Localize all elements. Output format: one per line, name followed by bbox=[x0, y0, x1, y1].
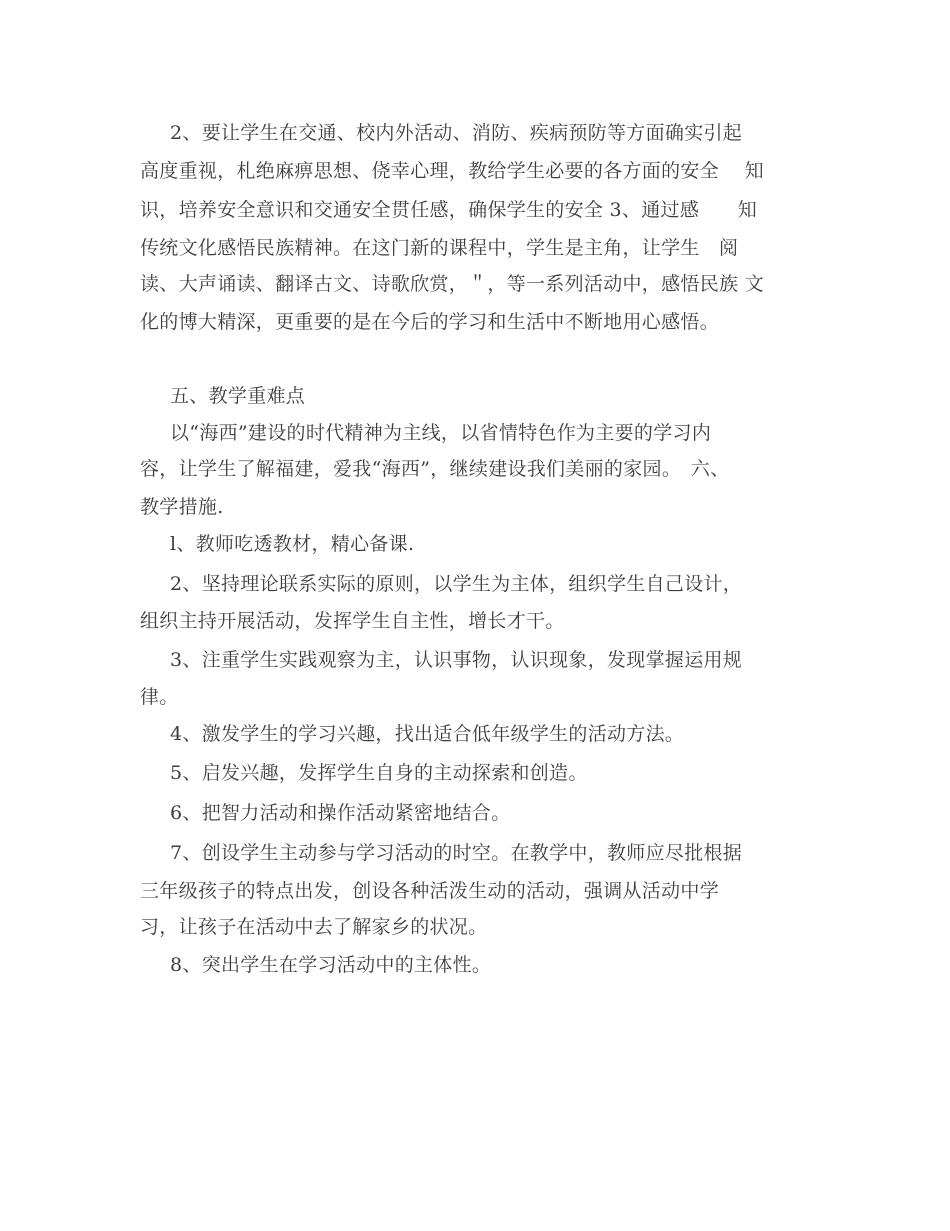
measure-item-1: l、教师吃透教材，精心备课. bbox=[170, 533, 415, 555]
section-body-line: 以“海西”建设的时代精神为主线，以省情特色作为主要的学习内 bbox=[170, 422, 712, 444]
measure-item-4: 4、激发学生的学习兴趣，找出适合低年级学生的活动方法。 bbox=[170, 723, 685, 745]
measure-item-7-cont: 习，让孩子在活动中去了解家乡的状况。 bbox=[140, 916, 488, 938]
measure-item-2: 2、坚持理论联系实际的原则，以学生为主体，组织学生自己设计， bbox=[170, 573, 743, 595]
paragraph-safety-line: 传统文化感悟民族精神。在这门新的课程中，学生是主角，让学生 阅 bbox=[140, 237, 739, 259]
measure-item-6: 6、把智力活动和操作活动紧密地结合。 bbox=[170, 802, 511, 824]
section-body-line: 教学措施. bbox=[140, 496, 224, 518]
measure-item-8: 8、突出学生在学习活动中的主体性。 bbox=[170, 954, 492, 976]
measure-item-7-cont: 三年级孩子的特点出发，创设各种活泼生动的活动，强调从活动中学 bbox=[140, 880, 720, 902]
measure-item-3-cont: 律。 bbox=[140, 686, 179, 708]
paragraph-safety-line: 识，培养安全意识和交通安全贯任感，确保学生的安全 3、通过感 知 bbox=[140, 199, 758, 221]
paragraph-safety-line: 2、要让学生在交通、校内外活动、消防、疾病预防等方面确实引起 bbox=[170, 122, 743, 144]
measure-item-5: 5、启发兴趣，发挥学生自身的主动探索和创造。 bbox=[170, 762, 588, 784]
measure-item-3: 3、注重学生实践观察为主，认识事物，认识现象，发现掌握运用规 bbox=[170, 649, 743, 671]
measure-item-7: 7、创设学生主动参与学习活动的时空。在教学中，教师应尽批根据 bbox=[170, 842, 743, 864]
paragraph-safety-line: 读、大声诵读、翻译古文、诗歌欣赏，＂，等一系列活动中，感悟民族 文 bbox=[140, 273, 764, 295]
paragraph-safety-line: 高度重视，札绝麻痹思想、侥幸心理，教给学生必要的各方面的安全 知 bbox=[140, 160, 764, 182]
measure-item-2-cont: 组织主持开展活动，发挥学生自主性，增长才干。 bbox=[140, 610, 565, 632]
paragraph-safety-line: 化的博大精深，更重要的是在今后的学习和生活中不断地用心感悟。 bbox=[140, 311, 720, 333]
section-heading: 五、教学重难点 bbox=[170, 385, 306, 407]
section-body-line: 容，让学生了解福建，爱我“海西”，继续建设我们美丽的家园。 六、 bbox=[140, 458, 730, 480]
